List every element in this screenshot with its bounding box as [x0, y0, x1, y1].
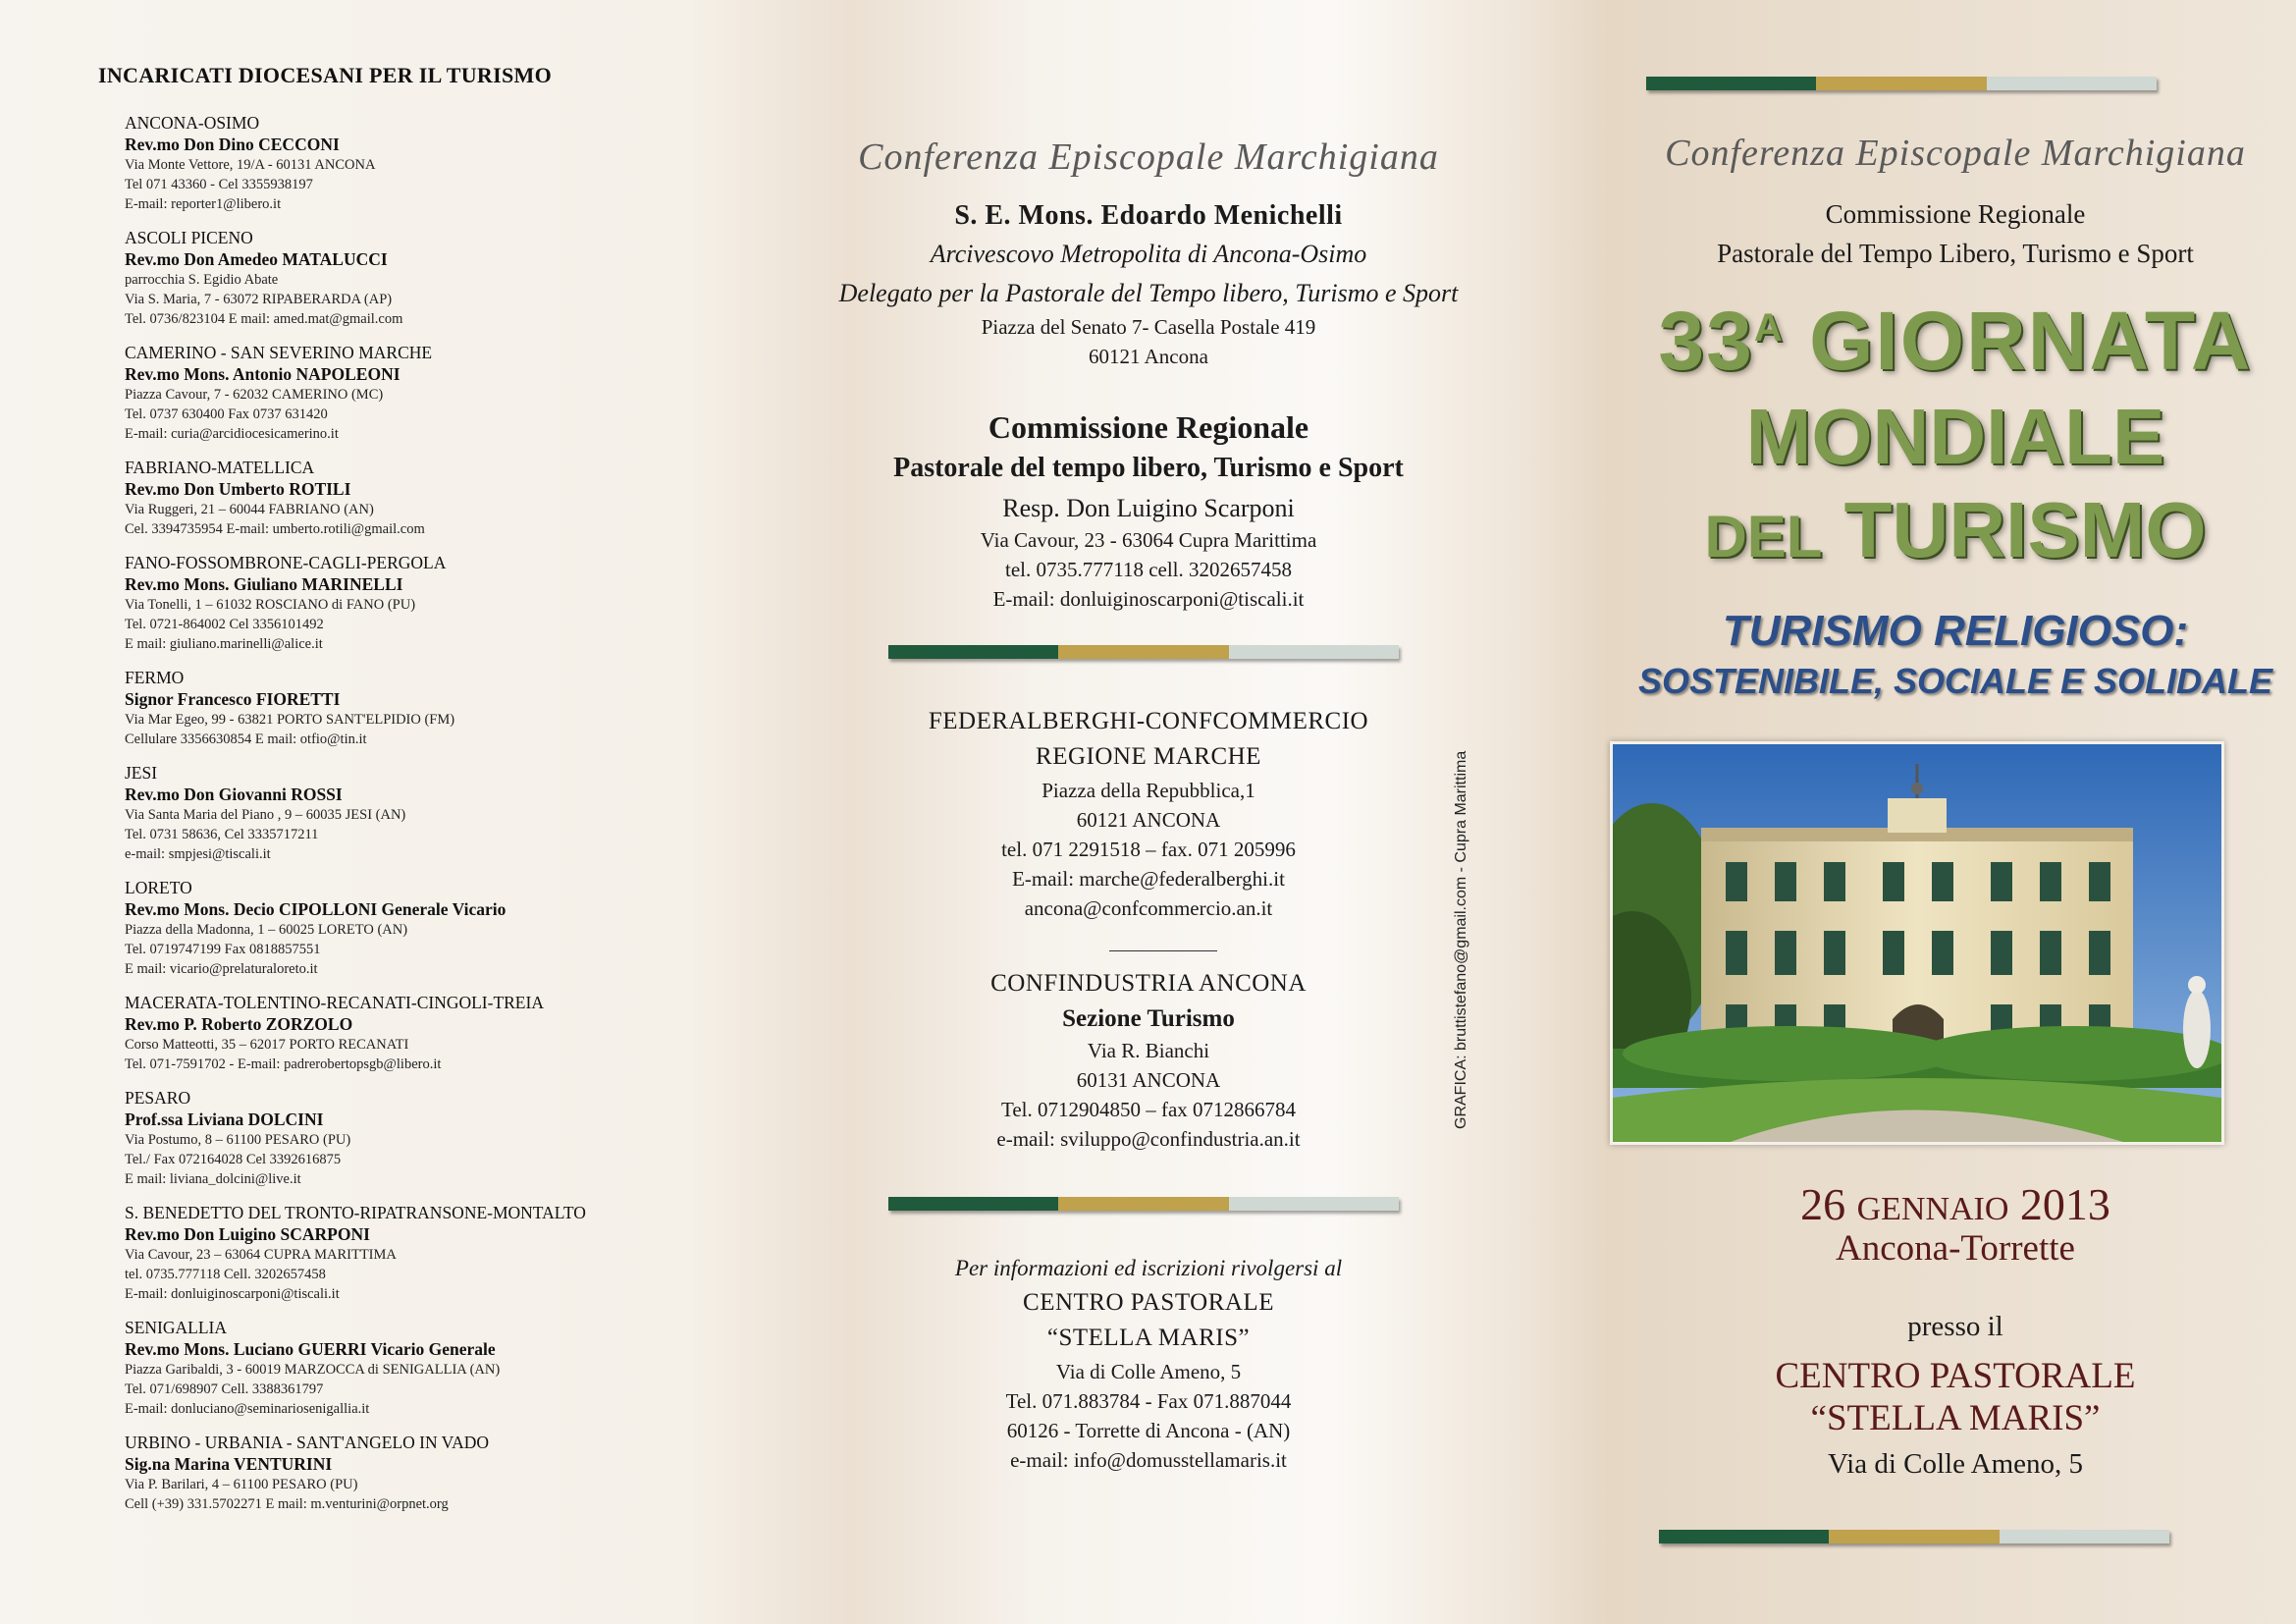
- venue-title2: “STELLA MARIS”: [1810, 1398, 2101, 1438]
- main-title-line1: [1615, 295, 2296, 387]
- info-email: e-mail: info@domusstellamaris.it: [1010, 1448, 1287, 1472]
- federalberghi-title1: FEDERALBERGHI-CONFCOMMERCIO: [928, 708, 1369, 734]
- diocese-entry: [125, 1087, 694, 1189]
- venue-address: Via di Colle Ameno, 5: [1827, 1448, 2084, 1480]
- right-stripe-top: [1646, 77, 2157, 90]
- title-word-del: DEL: [1704, 504, 1823, 569]
- main-title-line3: [1615, 486, 2296, 573]
- info-address: Via di Colle Ameno, 5: [1055, 1360, 1242, 1383]
- diocese-entry: [125, 227, 694, 329]
- contact-detail-line: Via Monte Vettore, 19/A - 60131 ANCONA: [125, 157, 376, 173]
- contact-detail-line: Tel. 0721-864002 Cel 3356101492: [125, 617, 324, 632]
- contact-detail-line: tel. 0735.777118 Cell. 3202657458: [125, 1267, 326, 1282]
- delegate-address1: Piazza del Senato 7- Casella Postale 419: [981, 315, 1316, 339]
- subtitle-line2: SOSTENIBILE, SOCIALE E SOLIDALE: [1637, 661, 2273, 701]
- contact-name: Rev.mo Don Luigino SCARPONI: [125, 1224, 370, 1244]
- middle-stripe-1: [888, 645, 1399, 659]
- contact-detail-line: E-mail: curia@arcidiocesicamerino.it: [125, 426, 339, 442]
- title-word-giornata: GIORNATA: [1809, 295, 2253, 387]
- event-date: [1615, 1178, 2296, 1230]
- middle-divider: [1109, 950, 1217, 951]
- info-title2: “STELLA MARIS”: [1046, 1325, 1251, 1351]
- contact-detail-line: Via Tonelli, 1 – 61032 ROSCIANO di FANO (PU): [125, 597, 416, 613]
- subtitle-line1: TURISMO RELIGIOSO:: [1722, 607, 2189, 655]
- title-word-turismo: TURISMO: [1843, 486, 2207, 573]
- commission-title: Commissione Regionale: [988, 409, 1309, 445]
- diocese-entry: [125, 342, 694, 444]
- right-commission-subtitle: Pastorale del Tempo Libero, Turismo e Sport: [1717, 239, 2194, 268]
- diocese-entry: [125, 552, 694, 654]
- confindustria-phone: Tel. 0712904850 – fax 0712866784: [1000, 1098, 1297, 1121]
- commission-phone: tel. 0735.777118 cell. 3202657458: [1004, 558, 1293, 581]
- diocese-name: FANO-FOSSOMBRONE-CAGLI-PERGOLA: [125, 553, 447, 572]
- commission-responsible: Resp. Don Luigino Scarponi: [1002, 494, 1295, 522]
- contact-detail-line: Tel./ Fax 072164028 Cel 3392616875: [125, 1152, 342, 1167]
- contact-detail-line: Via Ruggeri, 21 – 60044 FABRIANO (AN): [125, 502, 374, 517]
- date-month: GENNAIO: [1856, 1191, 2009, 1227]
- contact-name: Prof.ssa Liviana DOLCINI: [125, 1110, 324, 1129]
- commission-address: Via Cavour, 23 - 63064 Cupra Marittima: [980, 528, 1317, 552]
- contact-detail-line: Via Cavour, 23 – 63064 CUPRA MARITTIMA: [125, 1247, 397, 1263]
- left-title: INCARICATI DIOCESANI PER IL TURISMO: [98, 63, 552, 87]
- diocese-entry: [125, 992, 694, 1074]
- diocese-name: JESI: [125, 763, 158, 783]
- diocese-entry: [125, 877, 694, 979]
- federalberghi-email1: E-mail: marche@federalberghi.it: [1012, 867, 1285, 891]
- diocese-name: ANCONA-OSIMO: [125, 113, 260, 133]
- diocese-name: FABRIANO-MATELLICA: [125, 458, 315, 477]
- middle-script-heading: Conferenza Episcopale Marchigiana: [858, 136, 1439, 178]
- contact-name: Rev.mo Don Umberto ROTILI: [125, 479, 351, 499]
- contact-name: Rev.mo Mons. Luciano GUERRI Vicario Generale: [125, 1339, 496, 1359]
- contact-detail-line: parrocchia S. Egidio Abate: [125, 272, 279, 288]
- contact-name: Rev.mo Don Dino CECCONI: [125, 135, 340, 154]
- contact-detail-line: Tel. 0731 58636, Cel 3335717211: [125, 827, 319, 842]
- diocese-name: MACERATA-TOLENTINO-RECANATI-CINGOLI-TREIA: [125, 993, 544, 1012]
- diocese-name: PESARO: [125, 1088, 191, 1108]
- diocese-entry: [125, 457, 694, 539]
- confindustria-subtitle: Sezione Turismo: [1062, 1005, 1235, 1032]
- contact-name: Rev.mo Mons. Giuliano MARINELLI: [125, 574, 403, 594]
- info-phone: Tel. 071.883784 - Fax 071.887044: [1005, 1389, 1292, 1413]
- contact-detail-line: E-mail: donluiginoscarponi@tiscali.it: [125, 1286, 340, 1302]
- contact-detail-line: Tel. 071-7591702 - E-mail: padrerobertopsgb@libero.it: [125, 1056, 442, 1072]
- contact-detail-line: Tel. 0719747199 Fax 0818857551: [125, 942, 321, 957]
- contact-detail-line: Via S. Maria, 7 - 63072 RIPABERARDA (AP): [125, 292, 393, 307]
- title-superscript: A: [1753, 306, 1785, 350]
- right-stripe-bottom: [1659, 1530, 2169, 1543]
- info-title1: CENTRO PASTORALE: [1023, 1289, 1274, 1316]
- diocese-entry: [125, 1202, 694, 1304]
- left-panel: [0, 0, 677, 1624]
- confindustria-title: CONFINDUSTRIA ANCONA: [990, 970, 1307, 997]
- date-day: 26: [1800, 1179, 1846, 1229]
- right-commission-title: Commissione Regionale: [1825, 199, 2086, 229]
- contact-detail-line: e-mail: smpjesi@tiscali.it: [125, 846, 271, 862]
- contact-detail-line: Piazza Garibaldi, 3 - 60019 MARZOCCA di SENIGALLIA (AN): [125, 1362, 501, 1378]
- contact-detail-line: Tel. 0737 630400 Fax 0737 631420: [125, 406, 328, 422]
- middle-panel: [785, 0, 1512, 1624]
- date-year: 2013: [2019, 1179, 2110, 1229]
- diocese-name: SENIGALLIA: [125, 1318, 228, 1337]
- confindustria-email: e-mail: sviluppo@confindustria.an.it: [996, 1127, 1301, 1151]
- commission-email: E-mail: donluiginoscarponi@tiscali.it: [992, 587, 1305, 611]
- contact-name: Rev.mo Mons. Antonio NAPOLEONI: [125, 364, 400, 384]
- confindustria-address1: Via R. Bianchi: [1087, 1039, 1210, 1062]
- diocese-contact-list: [125, 112, 694, 1527]
- contact-detail-line: Tel. 0736/823104 E mail: amed.mat@gmail.com: [125, 311, 403, 327]
- contact-detail-line: Tel. 071/698907 Cell. 3388361797: [125, 1381, 324, 1397]
- federalberghi-address2: 60121 ANCONA: [1076, 808, 1221, 832]
- main-title-line2: MONDIALE: [1745, 393, 2165, 480]
- contact-detail-line: Piazza della Madonna, 1 – 60025 LORETO (AN): [125, 922, 408, 938]
- delegate-address2: 60121 Ancona: [1089, 345, 1208, 368]
- contact-name: Signor Francesco FIORETTI: [125, 689, 341, 709]
- contact-name: Rev.mo Don Amedeo MATALUCCI: [125, 249, 388, 269]
- contact-detail-line: Cel. 3394735954 E-mail: umberto.rotili@gmail.com: [125, 521, 425, 537]
- info-city: 60126 - Torrette di Ancona - (AN): [1006, 1419, 1291, 1442]
- contact-detail-line: E mail: giuliano.marinelli@alice.it: [125, 636, 323, 652]
- delegate-role2: Delegato per la Pastorale del Tempo libero, Turismo e Sport: [838, 279, 1459, 307]
- venue-title1: CENTRO PASTORALE: [1775, 1356, 2136, 1396]
- contact-detail-line: E-mail: donluciano@seminariosenigallia.it: [125, 1401, 370, 1417]
- contact-detail-line: E mail: liviana_dolcini@live.it: [125, 1171, 301, 1187]
- contact-detail-line: Tel 071 43360 - Cel 3355938197: [125, 177, 313, 192]
- diocese-entry: [125, 1432, 694, 1514]
- contact-detail-line: Corso Matteotti, 35 – 62017 PORTO RECANATI: [125, 1037, 409, 1053]
- presso-label: presso il: [1907, 1311, 2003, 1342]
- diocese-entry: [125, 667, 694, 749]
- diocese-entry: [125, 1317, 694, 1419]
- contact-name: Rev.mo P. Roberto ZORZOLO: [125, 1014, 353, 1034]
- diocese-entry: [125, 112, 694, 214]
- title-number: 33: [1658, 295, 1754, 387]
- contact-detail-line: Via Postumo, 8 – 61100 PESARO (PU): [125, 1132, 351, 1148]
- delegate-role1: Arcivescovo Metropolita di Ancona-Osimo: [930, 240, 1367, 268]
- commission-subtitle: Pastorale del tempo libero, Turismo e Sport: [893, 453, 1404, 483]
- diocese-name: S. BENEDETTO DEL TRONTO-RIPATRANSONE-MONTALTO: [125, 1203, 586, 1222]
- delegate-name: S. E. Mons. Edoardo Menichelli: [954, 200, 1343, 231]
- venue-photo: [1610, 741, 2224, 1145]
- diocese-name: LORETO: [125, 878, 192, 897]
- contact-name: Sig.na Marina VENTURINI: [125, 1454, 333, 1474]
- federalberghi-email2: ancona@confcommercio.an.it: [1024, 896, 1273, 920]
- contact-detail-line: E mail: vicario@prelaturaloreto.it: [125, 961, 318, 977]
- info-intro: Per informazioni ed iscrizioni rivolgersi al: [954, 1256, 1343, 1280]
- diocese-name: ASCOLI PICENO: [125, 228, 253, 247]
- federalberghi-address1: Piazza della Repubblica,1: [1041, 779, 1255, 802]
- contact-detail-line: Via Mar Egeo, 99 - 63821 PORTO SANT'ELPIDIO (FM): [125, 712, 455, 728]
- contact-detail-line: Cellulare 3356630854 E mail: otfio@tin.it: [125, 731, 367, 747]
- contact-detail-line: E-mail: reporter1@libero.it: [125, 196, 282, 212]
- diocese-name: URBINO - URBANIA - SANT'ANGELO IN VADO: [125, 1433, 489, 1452]
- contact-detail-line: Via Santa Maria del Piano , 9 – 60035 JESI (AN): [125, 807, 406, 823]
- confindustria-address2: 60131 ANCONA: [1076, 1068, 1221, 1092]
- contact-name: Rev.mo Don Giovanni ROSSI: [125, 785, 343, 804]
- diocese-entry: [125, 762, 694, 864]
- contact-detail-line: Cell (+39) 331.5702271 E mail: m.venturini@orpnet.org: [125, 1496, 449, 1512]
- federalberghi-title2: REGIONE MARCHE: [1036, 743, 1261, 770]
- diocese-name: CAMERINO - SAN SEVERINO MARCHE: [125, 343, 433, 362]
- contact-detail-line: Via P. Barilari, 4 – 61100 PESARO (PU): [125, 1477, 358, 1492]
- contact-name: Rev.mo Mons. Decio CIPOLLONI Generale Vicario: [125, 899, 507, 919]
- right-script-heading: Conferenza Episcopale Marchigiana: [1665, 133, 2246, 174]
- event-location: Ancona-Torrette: [1836, 1228, 2075, 1269]
- federalberghi-phone: tel. 071 2291518 – fax. 071 205996: [1001, 838, 1296, 861]
- middle-stripe-2: [888, 1197, 1399, 1211]
- contact-detail-line: Piazza Cavour, 7 - 62032 CAMERINO (MC): [125, 387, 384, 403]
- graphic-design-credit: GRAFICA: bruttistefano@gmail.com - Cupra Marittima: [1453, 750, 1469, 1129]
- diocese-name: FERMO: [125, 668, 185, 687]
